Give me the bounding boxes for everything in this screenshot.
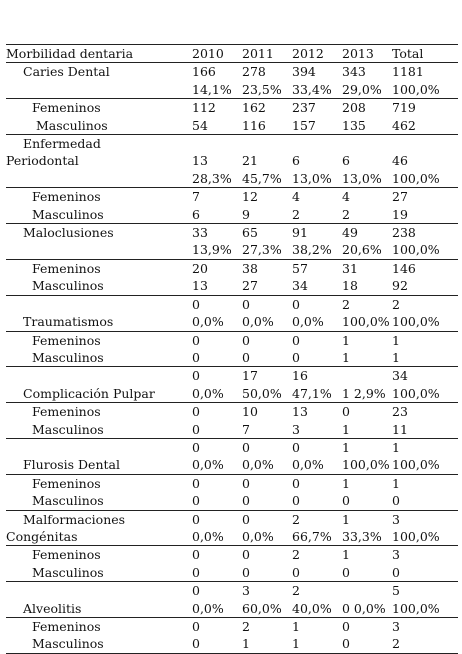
- table-cell: 46: [392, 153, 408, 169]
- table-row: [6, 188, 458, 206]
- table-cell: 0,0%: [292, 313, 342, 331]
- table-cell: 100,0%: [392, 241, 458, 259]
- table-cell: 45,7%: [242, 170, 292, 188]
- table-cell: 116: [242, 117, 292, 135]
- table-cell: 1: [392, 475, 400, 491]
- table-cell: 157: [292, 117, 342, 135]
- table-cell: 27: [242, 277, 292, 295]
- table-row: [6, 421, 458, 439]
- table-cell: 5: [392, 583, 400, 599]
- table-cell: 237: [292, 100, 316, 116]
- row-label: Congénitas: [6, 528, 192, 546]
- table-cell: 0: [192, 404, 200, 420]
- table-cell: 0: [242, 475, 250, 491]
- table-cell: 23: [392, 404, 408, 420]
- row-label: Flurosis Dental: [6, 456, 192, 474]
- table-cell: 38: [242, 260, 258, 276]
- row-label: Caries Dental: [23, 64, 110, 80]
- row-label: Femeninos: [32, 404, 101, 420]
- table-cell: 135: [342, 117, 392, 135]
- table-cell: 91: [292, 225, 308, 241]
- row-label: Masculinos: [6, 277, 192, 295]
- table-cell: 27: [392, 189, 408, 205]
- table-cell: 100,0%: [342, 313, 392, 331]
- table-cell: 3: [242, 583, 250, 599]
- table-cell: 0: [342, 619, 350, 634]
- table-cell: 6: [292, 153, 300, 169]
- table-cell: 13: [192, 277, 242, 295]
- table-cell: 2: [392, 296, 400, 312]
- table-cell: 100,0%: [392, 313, 458, 331]
- morbidity-table: [6, 44, 458, 654]
- table-cell: 278: [242, 64, 266, 80]
- table-cell: 13,9%: [192, 241, 242, 259]
- table-cell: 29,0%: [342, 81, 392, 99]
- table-row: [6, 582, 458, 600]
- table-row: [6, 277, 458, 295]
- table-cell: 1 2,9%: [342, 385, 392, 403]
- table-cell: 21: [242, 153, 258, 169]
- row-label: Complicación Pulpar: [6, 385, 192, 403]
- table-cell: 0: [292, 564, 342, 582]
- row-label: Femeninos: [32, 547, 101, 563]
- table-cell: 0: [292, 332, 300, 348]
- table-cell: 3: [392, 547, 400, 563]
- table-row: [6, 259, 458, 277]
- table-cell: 0: [192, 547, 200, 563]
- table-cell: 0: [242, 492, 292, 510]
- row-label: Femeninos: [32, 619, 101, 634]
- table-cell: 13,0%: [342, 170, 392, 188]
- table-row: [6, 224, 458, 242]
- table-cell: 1: [342, 349, 392, 367]
- table-row: [6, 152, 458, 169]
- table-cell: 0,0%: [192, 313, 242, 331]
- morbidity-table-container: [6, 44, 458, 654]
- table-cell: 719: [392, 100, 416, 116]
- row-label: Femeninos: [32, 260, 101, 276]
- table-cell: 0: [192, 511, 200, 527]
- table-cell: 4: [292, 189, 300, 205]
- table-cell: 0: [192, 332, 200, 348]
- table-cell: 166: [192, 64, 216, 80]
- table-cell: 16: [292, 368, 308, 384]
- table-cell: 0: [242, 547, 250, 563]
- header-cell: Morbilidad dentaria: [6, 45, 192, 63]
- table-cell: 0: [192, 619, 200, 634]
- table-row: [6, 438, 458, 456]
- table-cell: 33: [192, 225, 208, 241]
- table-cell: 3: [292, 421, 342, 439]
- table-header-row: [6, 45, 458, 63]
- row-label: [6, 438, 192, 456]
- table-row: [6, 600, 458, 618]
- table-cell: 100,0%: [392, 170, 458, 188]
- table-cell: 146: [392, 260, 416, 276]
- table-cell: 54: [192, 117, 242, 135]
- table-cell: 33,3%: [342, 528, 392, 546]
- table-cell: 2: [242, 619, 250, 634]
- table-cell: 60,0%: [242, 600, 292, 618]
- row-label: Maloclusiones: [23, 225, 114, 241]
- header-cell: 2013: [342, 45, 392, 63]
- table-cell: 17: [242, 368, 258, 384]
- table-cell: 13: [292, 404, 308, 420]
- table-cell: 34: [392, 368, 408, 384]
- table-cell: 49: [342, 225, 358, 241]
- table-cell: 23,5%: [242, 81, 292, 99]
- table-cell: 1: [342, 332, 350, 348]
- table-cell: [192, 135, 242, 153]
- table-row: [6, 510, 458, 528]
- table-row: [6, 81, 458, 99]
- table-cell: 0: [192, 583, 200, 599]
- row-label: Masculinos: [6, 635, 192, 653]
- row-label: Femeninos: [32, 475, 101, 491]
- table-cell: 18: [342, 277, 392, 295]
- table-cell: 2: [292, 206, 342, 224]
- table-cell: 0: [192, 368, 200, 384]
- table-cell: 9: [242, 206, 292, 224]
- table-row: [6, 206, 458, 224]
- table-cell: 0: [342, 564, 392, 582]
- table-cell: 6: [342, 153, 350, 169]
- table-cell: 100,0%: [392, 528, 458, 546]
- table-cell: 394: [292, 64, 316, 80]
- table-cell: 1: [342, 475, 350, 491]
- table-cell: 0: [192, 564, 242, 582]
- table-cell: 50,0%: [242, 385, 292, 403]
- table-cell: 12: [242, 189, 258, 205]
- table-cell: 162: [242, 100, 266, 116]
- table-row: [6, 456, 458, 474]
- table-cell: 0: [242, 564, 292, 582]
- table-cell: 1: [392, 349, 458, 367]
- table-cell: 2: [292, 583, 300, 599]
- table-cell: 31: [342, 260, 358, 276]
- table-cell: 1: [342, 421, 392, 439]
- table-row: [6, 474, 458, 492]
- table-cell: 3: [392, 511, 400, 527]
- table-cell: 208: [342, 100, 366, 116]
- table-cell: 0: [342, 492, 392, 510]
- table-row: [6, 367, 458, 385]
- table-cell: 0,0%: [242, 456, 292, 474]
- row-label: Femeninos: [32, 189, 101, 205]
- table-cell: 1: [292, 635, 342, 653]
- table-cell: 0: [292, 475, 300, 491]
- table-cell: [342, 135, 392, 153]
- table-cell: 0,0%: [192, 456, 242, 474]
- table-cell: 2: [342, 206, 392, 224]
- row-label: Periodontal: [6, 153, 79, 169]
- table-cell: 0: [192, 439, 200, 455]
- table-cell: 0,0%: [192, 600, 242, 618]
- table-cell: 0: [292, 492, 342, 510]
- table-row: [6, 99, 458, 117]
- table-cell: 0: [292, 349, 342, 367]
- table-cell: 14,1%: [192, 81, 242, 99]
- table-cell: [292, 135, 342, 153]
- table-cell: 0: [192, 475, 200, 491]
- row-label: Masculinos: [6, 117, 192, 135]
- table-cell: 2: [292, 511, 300, 527]
- table-row: [6, 241, 458, 259]
- table-row: [6, 618, 458, 636]
- table-cell: 0,0%: [192, 385, 242, 403]
- row-label: Masculinos: [6, 564, 192, 582]
- table-row: [6, 635, 458, 653]
- header-cell: 2012: [292, 45, 342, 63]
- header-cell: 2010: [192, 45, 242, 63]
- table-row: [6, 117, 458, 135]
- table-cell: 0 0,0%: [342, 600, 392, 618]
- table-row: [6, 349, 458, 367]
- table-cell: 19: [392, 206, 458, 224]
- table-cell: 65: [242, 225, 258, 241]
- table-cell: 1: [242, 635, 292, 653]
- table-cell: 11: [392, 421, 458, 439]
- table-cell: 92: [392, 277, 458, 295]
- table-cell: 0,0%: [242, 313, 292, 331]
- row-label: Masculinos: [6, 421, 192, 439]
- table-cell: 66,7%: [292, 528, 342, 546]
- table-cell: 27,3%: [242, 241, 292, 259]
- row-label: [6, 367, 192, 385]
- table-row: [6, 528, 458, 546]
- table-cell: 343: [342, 64, 366, 80]
- table-cell: 10: [242, 404, 258, 420]
- table-cell: 100,0%: [392, 600, 458, 618]
- table-cell: 33,4%: [292, 81, 342, 99]
- table-cell: 38,2%: [292, 241, 342, 259]
- table-cell: 7: [242, 421, 292, 439]
- table-cell: 0: [292, 296, 300, 312]
- table-cell: 40,0%: [292, 600, 342, 618]
- table-cell: 0: [242, 296, 250, 312]
- table-cell: 57: [292, 260, 308, 276]
- table-cell: 0: [392, 492, 458, 510]
- table-cell: 3: [392, 619, 400, 634]
- table-cell: 100,0%: [392, 385, 458, 403]
- table-cell: 1: [342, 439, 350, 455]
- header-cell: Total: [392, 45, 458, 63]
- table-cell: 20: [192, 260, 208, 276]
- table-cell: 112: [192, 100, 216, 116]
- table-row: [6, 63, 458, 81]
- table-cell: 6: [192, 206, 242, 224]
- row-label: Masculinos: [6, 492, 192, 510]
- row-label: Masculinos: [6, 206, 192, 224]
- table-row: [6, 295, 458, 313]
- table-cell: 13: [192, 153, 208, 169]
- table-cell: 1181: [392, 64, 424, 80]
- row-label: [6, 295, 192, 313]
- table-row: [6, 564, 458, 582]
- table-cell: 1: [342, 547, 350, 563]
- table-body: [6, 63, 458, 653]
- table-cell: 0: [242, 332, 250, 348]
- table-row: [6, 331, 458, 349]
- row-label: [6, 81, 192, 99]
- table-cell: 1: [292, 619, 300, 634]
- table-cell: 20,6%: [342, 241, 392, 259]
- table-cell: 1: [392, 332, 400, 348]
- table-cell: 1: [342, 511, 350, 527]
- table-cell: 0: [342, 635, 392, 653]
- table-cell: 0: [292, 439, 300, 455]
- table-cell: 0: [342, 404, 350, 420]
- table-cell: 100,0%: [392, 81, 458, 99]
- table-cell: 13,0%: [292, 170, 342, 188]
- header-cell: 2011: [242, 45, 292, 63]
- table-row: [6, 170, 458, 188]
- table-cell: [392, 135, 458, 153]
- table-cell: 100,0%: [342, 456, 392, 474]
- row-label: Malformaciones: [23, 511, 126, 527]
- table-cell: 0,0%: [292, 456, 342, 474]
- table-cell: 0: [242, 439, 250, 455]
- row-label: Alveolitis: [6, 600, 192, 618]
- row-label: [6, 582, 192, 600]
- row-label: Femeninos: [32, 100, 101, 116]
- table-cell: [242, 135, 292, 153]
- row-label: [6, 170, 192, 188]
- table-cell: 1: [392, 439, 400, 455]
- table-cell: 0: [392, 564, 458, 582]
- table-cell: [342, 367, 392, 385]
- table-cell: 47,1%: [292, 385, 342, 403]
- table-row: [6, 492, 458, 510]
- table-row: [6, 546, 458, 564]
- table-row: [6, 403, 458, 421]
- table-cell: 4: [342, 189, 350, 205]
- table-row: [6, 135, 458, 153]
- table-cell: 0: [242, 511, 250, 527]
- table-cell: 0: [192, 635, 242, 653]
- table-cell: 2: [392, 635, 458, 653]
- row-label: Femeninos: [32, 332, 101, 348]
- row-label: Enfermedad: [23, 136, 101, 152]
- table-cell: 0: [192, 421, 242, 439]
- row-label: Traumatismos: [6, 313, 192, 331]
- table-cell: 2: [292, 547, 300, 563]
- table-row: [6, 313, 458, 331]
- table-row: [6, 385, 458, 403]
- table-cell: 7: [192, 189, 200, 205]
- table-cell: 0: [192, 349, 242, 367]
- table-cell: 2: [342, 296, 350, 312]
- table-cell: 0,0%: [242, 528, 292, 546]
- table-cell: [342, 582, 392, 600]
- table-cell: 0: [192, 492, 242, 510]
- row-label: [6, 241, 192, 259]
- table-cell: 0,0%: [192, 528, 242, 546]
- table-cell: 462: [392, 117, 458, 135]
- row-label: Masculinos: [6, 349, 192, 367]
- table-cell: 34: [292, 277, 342, 295]
- table-cell: 238: [392, 225, 416, 241]
- table-cell: 0: [242, 349, 292, 367]
- table-cell: 100,0%: [392, 456, 458, 474]
- table-cell: 28,3%: [192, 170, 242, 188]
- table-cell: 0: [192, 296, 200, 312]
